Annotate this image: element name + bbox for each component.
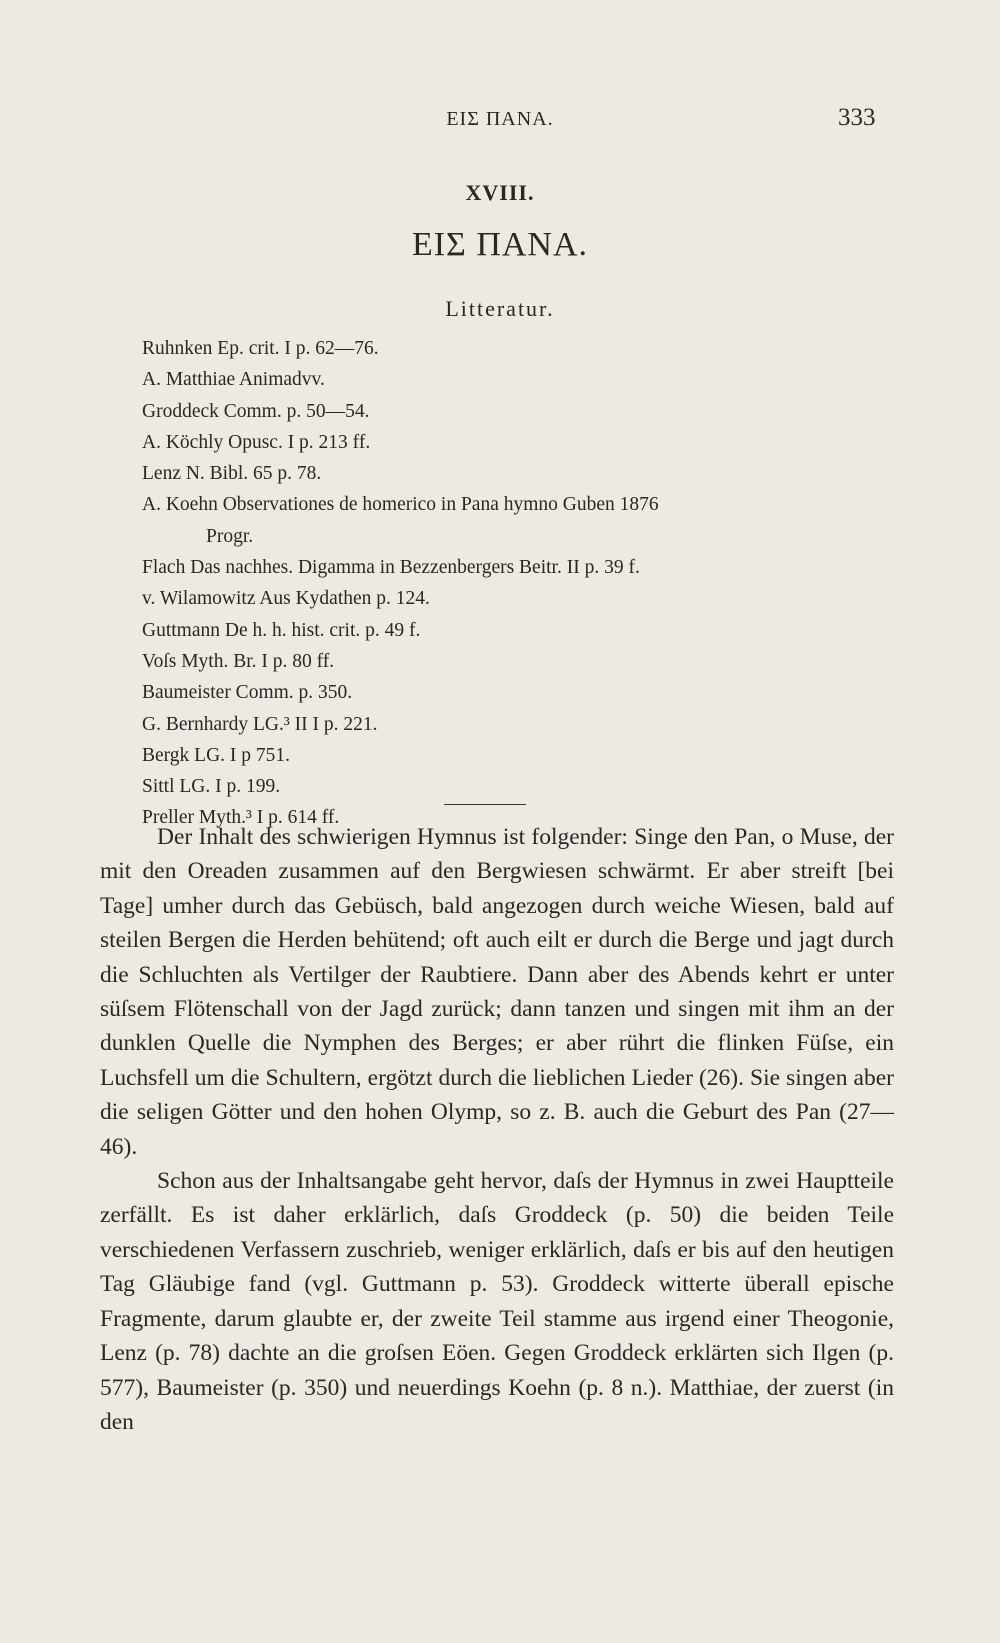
running-title: ΕΙΣ ΠΑΝΑ. bbox=[446, 108, 554, 130]
literature-entry: Sittl LG. I p. 199. bbox=[142, 776, 281, 798]
literature-entry: A. Koehn Observationes de homerico in Pana hymno Guben 1876 bbox=[142, 494, 659, 516]
literature-entry: Groddeck Comm. p. 50—54. bbox=[142, 400, 370, 422]
literature-entry: Flach Das nachhes. Digamma in Bezzenbergers Beitr. II p. 39 f. bbox=[142, 557, 640, 579]
literature-entry: Progr. bbox=[206, 525, 254, 547]
literature-entry: v. Wilamowitz Aus Kydathen p. 124. bbox=[142, 588, 430, 610]
literature-entry: G. Bernhardy LG.³ II I p. 221. bbox=[142, 713, 378, 735]
literature-entry: Lenz N. Bibl. 65 p. 78. bbox=[142, 463, 322, 485]
literature-list bbox=[142, 333, 912, 834]
body-text bbox=[100, 820, 894, 1439]
literature-entry: Guttmann De h. h. hist. crit. p. 49 f. bbox=[142, 619, 421, 641]
chapter-title: ΕΙΣ ΠΑΝΑ. bbox=[411, 226, 589, 263]
literature-entry: Ruhnken Ep. crit. I p. 62—76. bbox=[142, 338, 379, 359]
paragraph: Der Inhalt des schwierigen Hymnus ist folgender: Singe den Pan, o Muse, der mit den Oreaden zusammen auf den Bergwiesen schwärmt. Er aber streift [bei Tage] umher durch das Gebüsch, bald angezogen durch weiche Wiesen, bald auf steilen Bergen die Herden behütend; oft auch eilt er durch die Berge und jagt durch die Schluchten als Vertilger der Raubtiere. Dann aber des Abends kehrt er unter süſsem Flötenschall von der Jagd zurück; dann tanzen und singen mit ihm an der dunklen Quelle die Nymphen des Berges; er aber rührt die flinken Füſse, ein Luchsfell um die Schultern, ergötzt durch die lieblichen Lieder (26). Sie singen aber die seligen Götter und den hohen Olymp, so z. B. auch die Geburt des Pan (27—46). bbox=[100, 824, 894, 1160]
literature-entry: A. Köchly Opusc. I p. 213 ff. bbox=[142, 431, 371, 453]
paragraph: Schon aus der Inhaltsangabe geht hervor, daſs der Hymnus in zwei Hauptteile zerfällt. Es ist daher erklärlich, daſs Groddeck (p. 50) die beiden Teile verschiedenen Verfassern zuschrieb, weniger erklärlich, daſs er bis auf den heutigen Tag Gläubige fand (vgl. Guttmann p. 53). Groddeck witterte überall epische Fragmente, darum glaubte er, der zweite Teil stamme aus irgend einer Theogonie, Lenz (p. 78) dachte an die groſsen Eöen. Gegen Groddeck erklärten sich Ilgen (p. 577), Baumeister (p. 350) und neuerdings Koehn (p. 8 n.). Matthiae, der zuerst (in den bbox=[100, 1168, 894, 1435]
literature-heading: Litteratur. bbox=[445, 296, 555, 321]
literature-entry: Preller Myth.³ I p. 614 ff. bbox=[142, 807, 340, 829]
page-number: 333 bbox=[838, 104, 876, 131]
literature-entry: Bergk LG. I p 751. bbox=[142, 744, 291, 766]
literature-entry: A. Matthiae Animadvv. bbox=[142, 369, 325, 391]
literature-entry: Baumeister Comm. p. 350. bbox=[142, 682, 353, 704]
literature-entry: Voſs Myth. Br. I p. 80 ff. bbox=[142, 650, 335, 672]
chapter-number: XVIII. bbox=[465, 180, 535, 205]
section-divider bbox=[444, 804, 526, 805]
